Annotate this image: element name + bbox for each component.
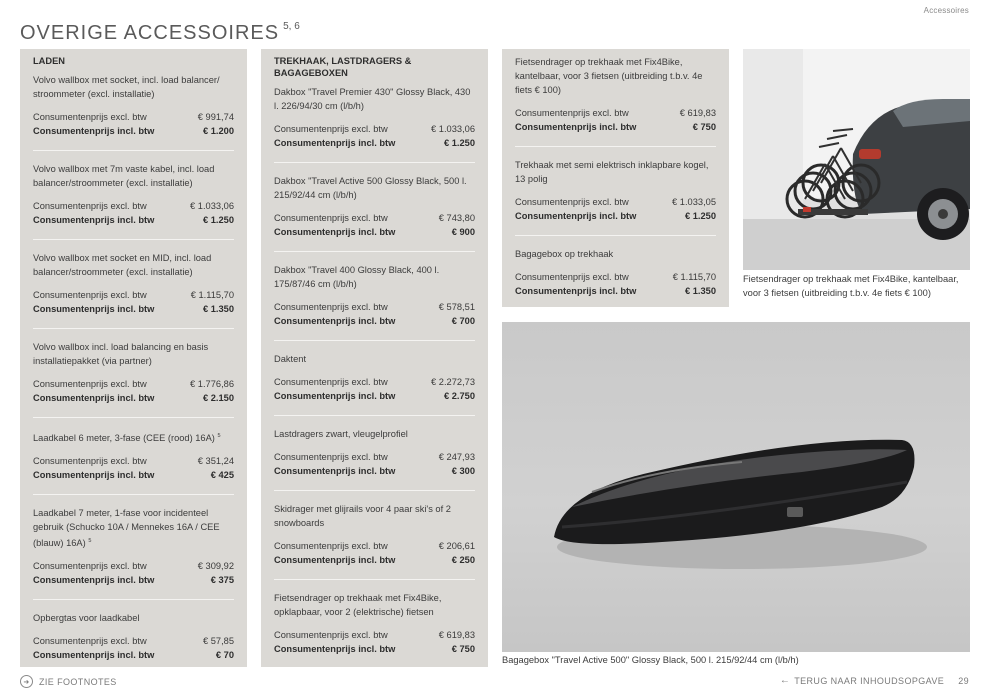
page-title bbox=[20, 22, 300, 45]
roof-box-photo bbox=[502, 322, 970, 652]
product-name bbox=[274, 263, 475, 291]
price-excl-value: € 309,92 bbox=[197, 561, 234, 572]
price-incl-label: Consumentenprijs incl. btw bbox=[274, 316, 396, 326]
section-label: Accessoires bbox=[923, 6, 969, 15]
page-number: 29 bbox=[958, 675, 969, 686]
footer-nav bbox=[780, 675, 969, 686]
product-name bbox=[33, 340, 234, 368]
price-incl-value: € 250 bbox=[451, 555, 475, 565]
product-item bbox=[274, 352, 475, 416]
price-incl-value: € 2.150 bbox=[202, 393, 234, 403]
price-excl-label: Consumentenprijs excl. btw bbox=[33, 201, 147, 211]
price-incl-value: € 1.250 bbox=[684, 211, 716, 221]
product-name bbox=[33, 73, 234, 101]
product-item bbox=[515, 55, 716, 147]
product-item bbox=[515, 158, 716, 236]
price-excl-label: Consumentenprijs excl. btw bbox=[33, 561, 147, 572]
price-excl-label: Consumentenprijs excl. btw bbox=[274, 452, 388, 462]
price-incl-label: Consumentenprijs incl. btw bbox=[515, 286, 637, 296]
product-name-text: Fietsendrager op trekhaak met Fix4Bike, opklapbaar, voor 2 (elektrische) fietsen bbox=[274, 593, 442, 617]
price-excl-label: Consumentenprijs excl. btw bbox=[274, 630, 388, 640]
price-excl-row bbox=[515, 195, 716, 209]
product-name-text: Volvo wallbox met socket, incl. load balancer/ stroommeter (excl. installatie) bbox=[33, 75, 220, 99]
price-incl-label: Consumentenprijs incl. btw bbox=[274, 227, 396, 237]
price-incl-row bbox=[33, 573, 234, 587]
price-incl-label: Consumentenprijs incl. btw bbox=[515, 122, 637, 132]
price-excl-row bbox=[33, 288, 234, 302]
product-item bbox=[274, 427, 475, 491]
price-incl-label: Consumentenprijs incl. btw bbox=[274, 138, 396, 148]
price-excl-row bbox=[515, 270, 716, 284]
product-name-text: Laadkabel 6 meter, 3-fase (CEE (rood) 16A) bbox=[33, 433, 215, 444]
laden-panel bbox=[20, 49, 247, 667]
price-excl-value: € 1.115,70 bbox=[672, 272, 716, 282]
laden-product-list bbox=[33, 73, 234, 674]
product-name-text: Laadkabel 7 meter, 1-fase voor incidenteel gebruik (Schucko 10A / Mennekes 16A / CEE (blauw) 16A) bbox=[33, 508, 220, 549]
price-incl-value: € 1.350 bbox=[202, 304, 234, 314]
price-incl-label: Consumentenprijs incl. btw bbox=[515, 211, 637, 221]
price-excl-label: Consumentenprijs excl. btw bbox=[33, 290, 147, 300]
price-excl-value: € 1.033,06 bbox=[431, 124, 475, 134]
price-incl-label: Consumentenprijs incl. btw bbox=[274, 644, 396, 654]
product-name-text: Skidrager met glijrails voor 4 paar ski's of 2 snowboards bbox=[274, 504, 451, 528]
product-name-text: Fietsendrager op trekhaak met Fix4Bike, kantelbaar, voor 3 fietsen (uitbreiding t.b.v. 4e fiets € 100) bbox=[515, 57, 703, 95]
price-excl-row bbox=[274, 122, 475, 136]
price-excl-row bbox=[33, 377, 234, 391]
price-incl-value: € 375 bbox=[210, 575, 234, 586]
product-item bbox=[274, 502, 475, 580]
price-incl-value: € 425 bbox=[210, 470, 234, 481]
price-excl-label: Consumentenprijs excl. btw bbox=[274, 302, 388, 312]
price-incl-row bbox=[274, 225, 475, 239]
product-name-text: Dakbox "Travel Premier 430" Glossy Black, 430 l. 226/94/30 cm (l/b/h) bbox=[274, 87, 471, 111]
price-excl-value: € 619,83 bbox=[438, 630, 475, 640]
product-name-text: Trekhaak met semi elektrisch inklapbare kogel, 13 polig bbox=[515, 160, 709, 184]
fietsendrager-panel bbox=[502, 49, 729, 307]
price-excl-row bbox=[33, 199, 234, 213]
price-excl-value: € 351,24 bbox=[197, 456, 234, 467]
price-excl-label: Consumentenprijs excl. btw bbox=[515, 197, 629, 207]
price-excl-label: Consumentenprijs excl. btw bbox=[33, 112, 147, 122]
footnote-ref: 5 bbox=[217, 433, 221, 439]
product-item bbox=[33, 251, 234, 329]
price-incl-value: € 750 bbox=[692, 122, 716, 132]
fietsendrager-product-list bbox=[515, 55, 716, 310]
price-incl-value: € 1.350 bbox=[684, 286, 716, 296]
footnotes-label: ZIE FOOTNOTES bbox=[39, 676, 117, 687]
price-incl-label: Consumentenprijs incl. btw bbox=[33, 575, 155, 586]
product-item bbox=[33, 429, 234, 495]
product-item bbox=[33, 506, 234, 600]
bike-carrier-photo bbox=[743, 49, 970, 270]
product-name-text: Opbergtas voor laadkabel bbox=[33, 613, 140, 624]
price-excl-value: € 1.115,70 bbox=[190, 290, 234, 300]
price-excl-value: € 2.272,73 bbox=[431, 377, 475, 387]
price-incl-label: Consumentenprijs incl. btw bbox=[33, 215, 155, 225]
product-item bbox=[274, 174, 475, 252]
price-excl-value: € 743,80 bbox=[438, 213, 475, 223]
price-incl-value: € 700 bbox=[451, 316, 475, 326]
price-incl-row bbox=[33, 468, 234, 482]
product-name bbox=[515, 158, 716, 186]
price-incl-row bbox=[274, 389, 475, 403]
footnotes-link[interactable] bbox=[20, 675, 117, 688]
product-name bbox=[33, 506, 234, 550]
price-excl-value: € 57,85 bbox=[202, 636, 234, 647]
product-name bbox=[33, 251, 234, 279]
arrow-right-icon: ➜ bbox=[20, 675, 33, 688]
price-excl-label: Consumentenprijs excl. btw bbox=[274, 213, 388, 223]
price-incl-value: € 1.250 bbox=[443, 138, 475, 148]
price-incl-value: € 900 bbox=[451, 227, 475, 237]
product-name bbox=[33, 611, 234, 625]
product-name bbox=[274, 502, 475, 530]
price-incl-label: Consumentenprijs incl. btw bbox=[33, 650, 155, 661]
price-incl-value: € 1.200 bbox=[202, 126, 234, 136]
price-excl-label: Consumentenprijs excl. btw bbox=[274, 541, 388, 551]
product-name-text: Volvo wallbox met socket en MID, incl. load balancer/stroommeter (excl. installatie) bbox=[33, 253, 212, 277]
product-name-text: Daktent bbox=[274, 354, 307, 364]
product-name bbox=[515, 247, 716, 261]
price-excl-row bbox=[33, 110, 234, 124]
price-excl-row bbox=[274, 300, 475, 314]
price-incl-value: € 750 bbox=[451, 644, 475, 654]
price-excl-row bbox=[274, 539, 475, 553]
price-incl-label: Consumentenprijs incl. btw bbox=[33, 470, 155, 481]
roof-box-caption: Bagagebox "Travel Active 500" Glossy Black, 500 l. 215/92/44 cm (l/b/h) bbox=[502, 655, 799, 665]
product-name bbox=[274, 174, 475, 202]
product-name bbox=[33, 162, 234, 190]
price-incl-row bbox=[274, 136, 475, 150]
product-name bbox=[33, 429, 234, 445]
bike-carrier-caption: Fietsendrager op trekhaak met Fix4Bike, kantelbaar, voor 3 fietsen (uitbreiding t.b.v. 4e fiets € 100) bbox=[743, 274, 959, 298]
product-name-text: Volvo wallbox met 7m vaste kabel, incl. load balancer/stroommeter (excl. installatie) bbox=[33, 164, 215, 188]
product-item bbox=[33, 340, 234, 418]
product-name-text: Dakbox "Travel 400 Glossy Black, 400 l. 175/87/46 cm (l/b/h) bbox=[274, 265, 440, 289]
product-item bbox=[274, 591, 475, 668]
product-name-text: Dakbox "Travel Active 500 Glossy Black, 500 l. 215/92/44 cm (l/b/h) bbox=[274, 176, 467, 200]
price-excl-row bbox=[274, 211, 475, 225]
price-excl-value: € 619,83 bbox=[679, 108, 716, 118]
price-incl-row bbox=[274, 464, 475, 478]
price-excl-row bbox=[274, 450, 475, 464]
product-name bbox=[274, 427, 475, 441]
price-excl-row bbox=[33, 454, 234, 468]
price-incl-row bbox=[33, 213, 234, 227]
product-item bbox=[274, 85, 475, 163]
product-item bbox=[33, 162, 234, 240]
price-excl-label: Consumentenprijs excl. btw bbox=[33, 456, 147, 467]
price-incl-label: Consumentenprijs incl. btw bbox=[274, 466, 396, 476]
price-incl-label: Consumentenprijs incl. btw bbox=[33, 304, 155, 314]
price-excl-value: € 1.033,05 bbox=[672, 197, 716, 207]
price-incl-label: Consumentenprijs incl. btw bbox=[33, 393, 155, 403]
price-excl-row bbox=[274, 628, 475, 642]
price-incl-row bbox=[515, 120, 716, 134]
price-incl-row bbox=[33, 124, 234, 138]
footnote-ref: 5 bbox=[88, 538, 92, 545]
price-excl-label: Consumentenprijs excl. btw bbox=[33, 379, 147, 389]
trekhaak-product-list bbox=[274, 85, 475, 668]
product-item bbox=[33, 611, 234, 674]
price-excl-value: € 578,51 bbox=[438, 302, 475, 312]
page-title-text: OVERIGE ACCESSOIRES bbox=[20, 22, 280, 44]
price-excl-value: € 206,61 bbox=[438, 541, 475, 551]
price-incl-row bbox=[274, 314, 475, 328]
price-excl-value: € 1.033,06 bbox=[190, 201, 234, 211]
price-incl-row bbox=[515, 284, 716, 298]
price-excl-label: Consumentenprijs excl. btw bbox=[515, 108, 629, 118]
product-name-text: Volvo wallbox incl. load balancing en basis installatiepakket (via partner) bbox=[33, 342, 209, 366]
product-name bbox=[274, 352, 475, 366]
trekhaak-heading: TREKHAAK, LASTDRAGERS & BAGAGEBOXEN bbox=[274, 56, 412, 78]
price-incl-value: € 70 bbox=[215, 650, 234, 661]
arrow-left-icon: ← bbox=[779, 675, 791, 686]
price-incl-label: Consumentenprijs incl. btw bbox=[33, 126, 155, 136]
product-item bbox=[274, 263, 475, 341]
price-incl-row bbox=[33, 648, 234, 662]
price-incl-row bbox=[274, 553, 475, 567]
product-name bbox=[515, 55, 716, 97]
price-incl-label: Consumentenprijs incl. btw bbox=[274, 391, 396, 401]
price-excl-value: € 247,93 bbox=[438, 452, 475, 462]
price-excl-row bbox=[33, 559, 234, 573]
price-incl-row bbox=[515, 209, 716, 223]
product-name bbox=[274, 85, 475, 113]
price-excl-row bbox=[274, 375, 475, 389]
price-incl-label: Consumentenprijs incl. btw bbox=[274, 555, 396, 565]
laden-heading: LADEN bbox=[33, 56, 66, 66]
product-name bbox=[274, 591, 475, 619]
trekhaak-panel bbox=[261, 49, 488, 667]
price-incl-value: € 300 bbox=[451, 466, 475, 476]
product-name-text: Bagagebox op trekhaak bbox=[515, 249, 614, 259]
product-name-text: Lastdragers zwart, vleugelprofiel bbox=[274, 429, 408, 439]
price-excl-value: € 991,74 bbox=[197, 112, 234, 122]
price-excl-row bbox=[515, 106, 716, 120]
title-footnote-refs: 5, 6 bbox=[283, 21, 300, 32]
price-incl-value: € 2.750 bbox=[443, 391, 475, 401]
price-excl-label: Consumentenprijs excl. btw bbox=[274, 377, 388, 387]
price-incl-value: € 1.250 bbox=[202, 215, 234, 225]
price-incl-row bbox=[33, 302, 234, 316]
product-item bbox=[515, 247, 716, 310]
price-excl-row bbox=[33, 634, 234, 648]
product-item bbox=[33, 73, 234, 151]
price-excl-value: € 1.776,86 bbox=[190, 379, 234, 389]
back-label: TERUG NAAR INHOUDSOPGAVE bbox=[794, 675, 945, 686]
price-excl-label: Consumentenprijs excl. btw bbox=[515, 272, 629, 282]
back-to-contents-link[interactable] bbox=[780, 675, 944, 686]
price-incl-row bbox=[274, 642, 475, 656]
price-excl-label: Consumentenprijs excl. btw bbox=[33, 636, 147, 647]
price-incl-row bbox=[33, 391, 234, 405]
price-excl-label: Consumentenprijs excl. btw bbox=[274, 124, 388, 134]
